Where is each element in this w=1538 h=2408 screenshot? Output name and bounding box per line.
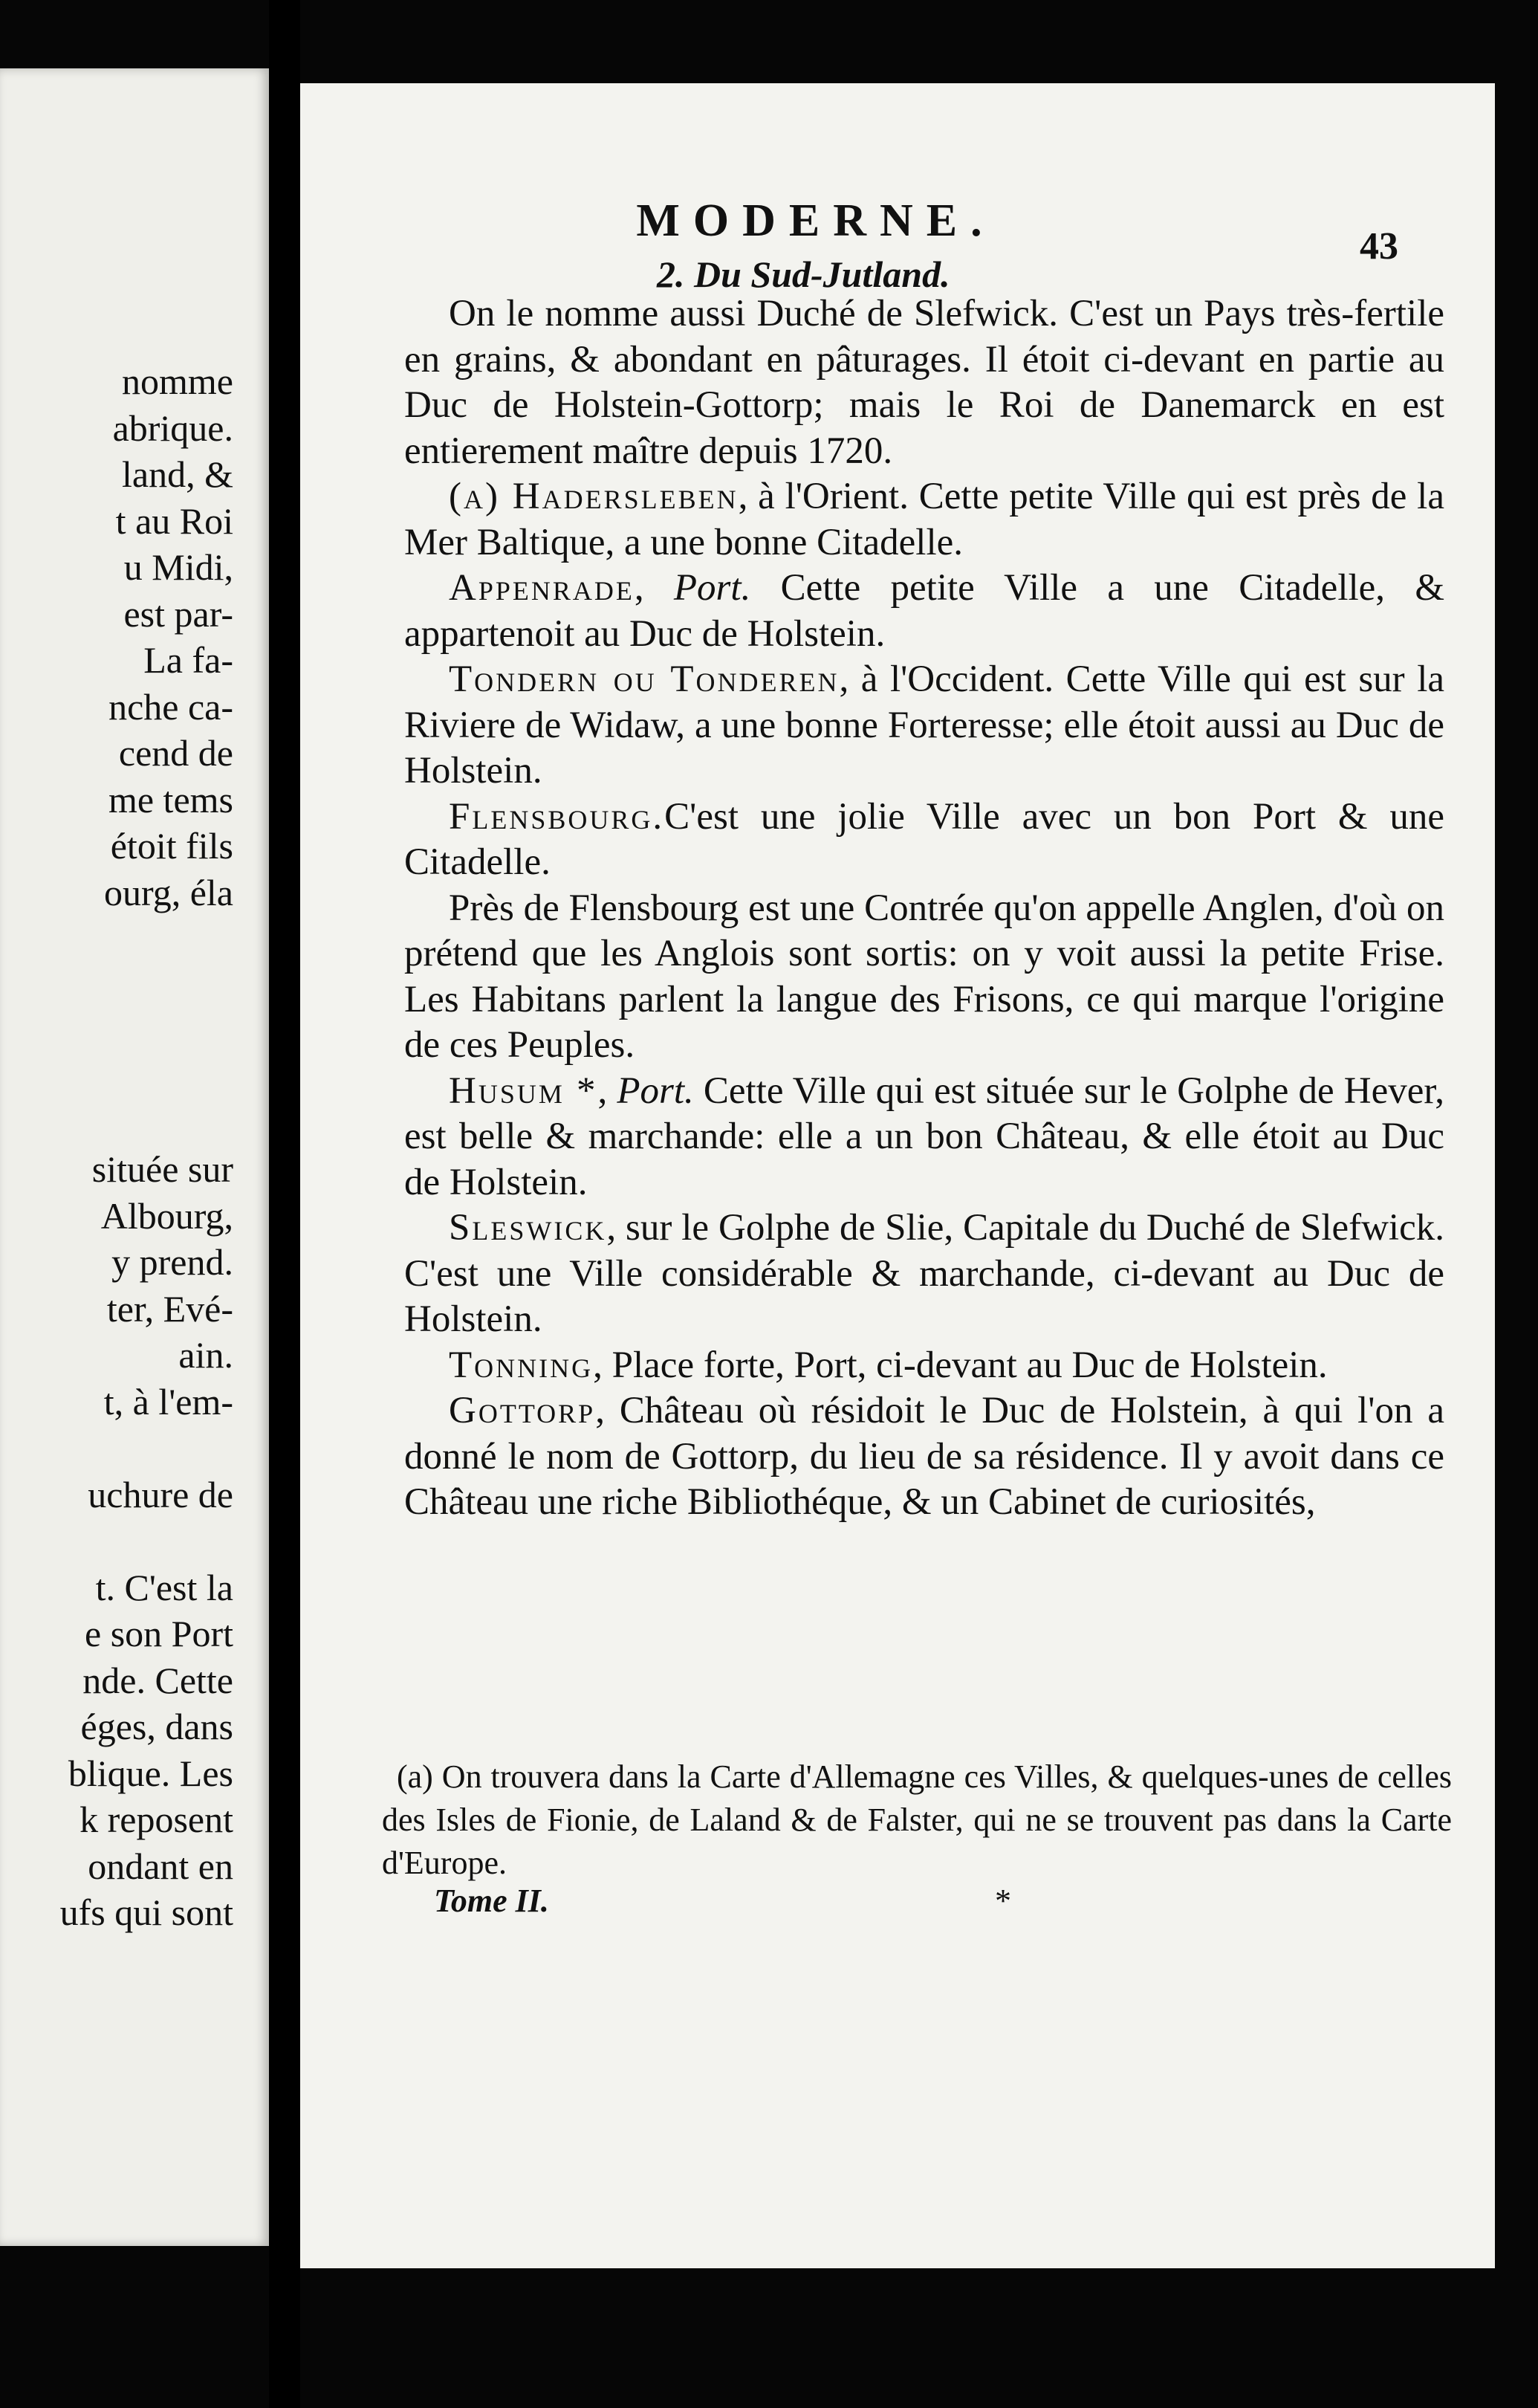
lines_top-line: u Midi, (123, 546, 233, 588)
paragraph-text: On le nomme aussi Duché de Slefwick. C'est un Pays très-fertile en grains, & abondant en pâturages. Il étoit ci-devant en partie au Duc de Holstein-Gottorp; mais le Roi de Danemarck en est entierement maître depuis 1720. (404, 293, 1444, 472)
page-number: 43 (1360, 225, 1398, 268)
section-heading: 2. Du Sud-Jutland. (657, 253, 950, 295)
lines_top-line: abrique. (112, 407, 233, 449)
lines_top-line: nche ca- (108, 685, 233, 728)
paragraph (404, 1205, 1444, 1343)
paragraph (404, 886, 1444, 1069)
lines_bottom-line: ter, Evé- (106, 1287, 233, 1330)
lines_bottom-line: uchure de (88, 1473, 233, 1515)
lines_bottom-line: située sur (91, 1148, 233, 1190)
paragraph-text: Cette petite Ville a une Citadelle, & appartenoit au Duc de Holstein. (404, 567, 1444, 655)
place-name: Husum * (449, 1069, 598, 1112)
body-text (404, 291, 1444, 1526)
place-name: Tonning (449, 1344, 594, 1386)
lines_bottom-line: Albourg, (100, 1194, 233, 1237)
lines_top-line: nomme (122, 360, 233, 402)
signature-mark: Tome II. (434, 1883, 549, 1919)
lines_top-line: est par- (123, 592, 233, 635)
lines_top-line: t au Roi (115, 499, 233, 542)
lines_top-line: land, & (122, 453, 233, 495)
place-name: (a) Hadersleben (449, 476, 739, 517)
running-head: MODERNE. (636, 195, 996, 246)
lines_bottom-line: ufs qui sont (59, 1891, 233, 1933)
left-page (0, 68, 269, 2246)
paragraph: Appenrade, Port. Cette petite Ville a une Citadelle, & appartenoit au Duc de Holstein. (404, 567, 1444, 655)
lines_bottom-line: ondant en (88, 1845, 233, 1887)
place-qualifier: Port. (617, 1069, 694, 1112)
paragraph-text: , à l'Occident. Cette Ville qui est sur la Riviere de Widaw, a une bonne Forteresse; elle étoit aussi au Duc de Holstein. (404, 658, 1445, 792)
lines_top-line: étoit fils (110, 825, 233, 867)
paragraph-text: , à l'Orient. Cette petite Ville qui est près de la Mer Baltique, a une bonne Citadelle. (404, 476, 1444, 563)
place-qualifier: Port. (673, 567, 751, 609)
lines_top-line: cend de (118, 732, 233, 774)
place-name: Sleswick (449, 1207, 607, 1249)
lines_bottom-line (60, 1425, 233, 1472)
lines_top-line: me tems (108, 778, 233, 821)
place-name: Flensbourg. (449, 795, 665, 838)
place-name: Appenrade (449, 567, 635, 609)
paragraph (404, 794, 1444, 886)
page-header (300, 195, 1495, 247)
paragraph-text: Cette Ville qui est située sur le Golphe de Hever, est belle & marchande: elle a un bon Château, & elle étoit au Duc de Holstein. (404, 1069, 1445, 1203)
lines_bottom-line: blique. Les (68, 1752, 233, 1794)
footnote-text: (a) On trouvera dans la Carte d'Allemagne ces Villes, & quelques-unes de celles des Isles de Fionie, de Laland & de Falster, qui ne se trouvent pas dans la Carte d'Europe. (382, 1758, 1452, 1881)
paragraph-text: , Place forte, Port, ci-devant au Duc de Holstein. (593, 1344, 1328, 1386)
paragraph (404, 291, 1444, 474)
lines_bottom-line: ain. (178, 1334, 233, 1376)
place-name: Gottorp (449, 1390, 596, 1431)
paragraph (404, 474, 1444, 566)
footnote (382, 1755, 1452, 1885)
paragraph-text: , sur le Golphe de Slie, Capitale du Duché de Slefwick. C'est une Ville considérable & marchande, ci-devant au Duc de Holstein. (404, 1207, 1444, 1340)
paragraph-text: C'est une jolie Ville avec un bon Port & une Citadelle. (404, 795, 1444, 883)
lines_bottom-line: éges, dans (80, 1706, 233, 1747)
paragraph: Husum *, Port. Cette Ville qui est située sur le Golphe de Hever, est belle & marchande: elle a un bon Château, & elle étoit au Duc de Holstein. (404, 1069, 1445, 1203)
paragraph-text: Près de Flensbourg est une Contrée qu'on appelle Anglen, d'où on prétend que les Anglois sont sortis: on y voit aussi la petite Frise. Les Habitans parlent la langue des Frisons, ce qui marque l'origine de ces Peuples. (404, 887, 1444, 1066)
lines_bottom-line: e son Port (85, 1613, 233, 1654)
paragraph (404, 657, 1444, 794)
paragraph (404, 1388, 1444, 1526)
lines_bottom-line: t, à l'em- (103, 1380, 233, 1423)
book-gutter (269, 0, 300, 2408)
lines_bottom-line: t. C'est la (95, 1566, 233, 1608)
lines_top-line: La fa- (143, 639, 233, 681)
lines_bottom-line (60, 1518, 233, 1564)
left-page-text-bottom (60, 1146, 233, 1936)
paragraph (404, 1343, 1444, 1389)
lines_top-line: ourg, éla (103, 871, 233, 913)
lines_bottom-line: y prend. (111, 1241, 233, 1283)
right-page (300, 83, 1495, 2268)
paragraph-text: , Château où résidoit le Duc de Holstein, à qui l'on a donné le nom de Gottorp, du lieu de sa résidence. Il y avoit dans ce Château une riche Bibliothéque, & un Cabinet de curiosités, (404, 1390, 1444, 1523)
place-name: Tondern ou Tonderen (449, 658, 840, 700)
lines_bottom-line: nde. Cette (82, 1659, 233, 1701)
signature-asterisk: * (995, 1883, 1011, 1919)
lines_bottom-line: k reposent (80, 1799, 233, 1840)
left-page-text-top (104, 358, 233, 916)
